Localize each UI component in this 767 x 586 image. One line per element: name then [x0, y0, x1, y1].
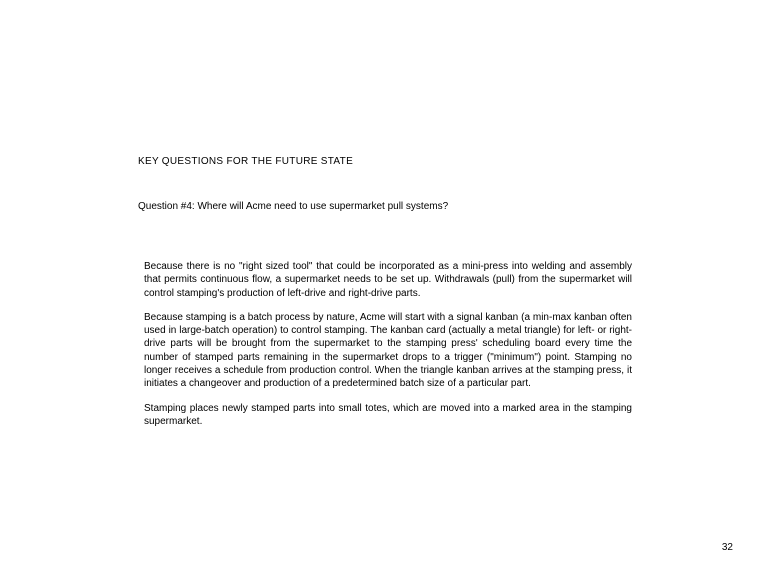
body-text: [144, 260, 632, 439]
paragraph-signal-kanban: Because stamping is a batch process by nature, Acme will start with a signal kanban (a min-max kanban often used in large-batch operation) to control stamping. The kanban card (actually a metal triangle) for left- or right-drive parts will be brought from the supermarket to the stamping press' scheduling board every time the number of stamped parts remaining in the supermarket drops to a trigger ("minimum") point. Stamping no longer receives a schedule from production control. When the triangle kanban arrives at the stamping press, it initiates a changeover and production of a predetermined batch size of a particular part.: [144, 311, 632, 390]
section-heading: KEY QUESTIONS FOR THE FUTURE STATE: [138, 156, 354, 167]
page-number: 32: [721, 542, 733, 553]
paragraph-right-sized-tool: Because there is no "right sized tool" that could be incorporated as a mini-press into welding and assembly that permits continuous flow, a supermarket needs to be set up. Withdrawals (pull) from the supermarket will control stamping's production of left-drive and right-drive parts.: [144, 261, 632, 299]
paragraph-stamping-totes: Stamping places newly stamped parts into small totes, which are moved into a marked area in the stamping supermarket.: [144, 402, 632, 427]
question-title: Question #4: Where will Acme need to use supermarket pull systems?: [138, 201, 449, 212]
